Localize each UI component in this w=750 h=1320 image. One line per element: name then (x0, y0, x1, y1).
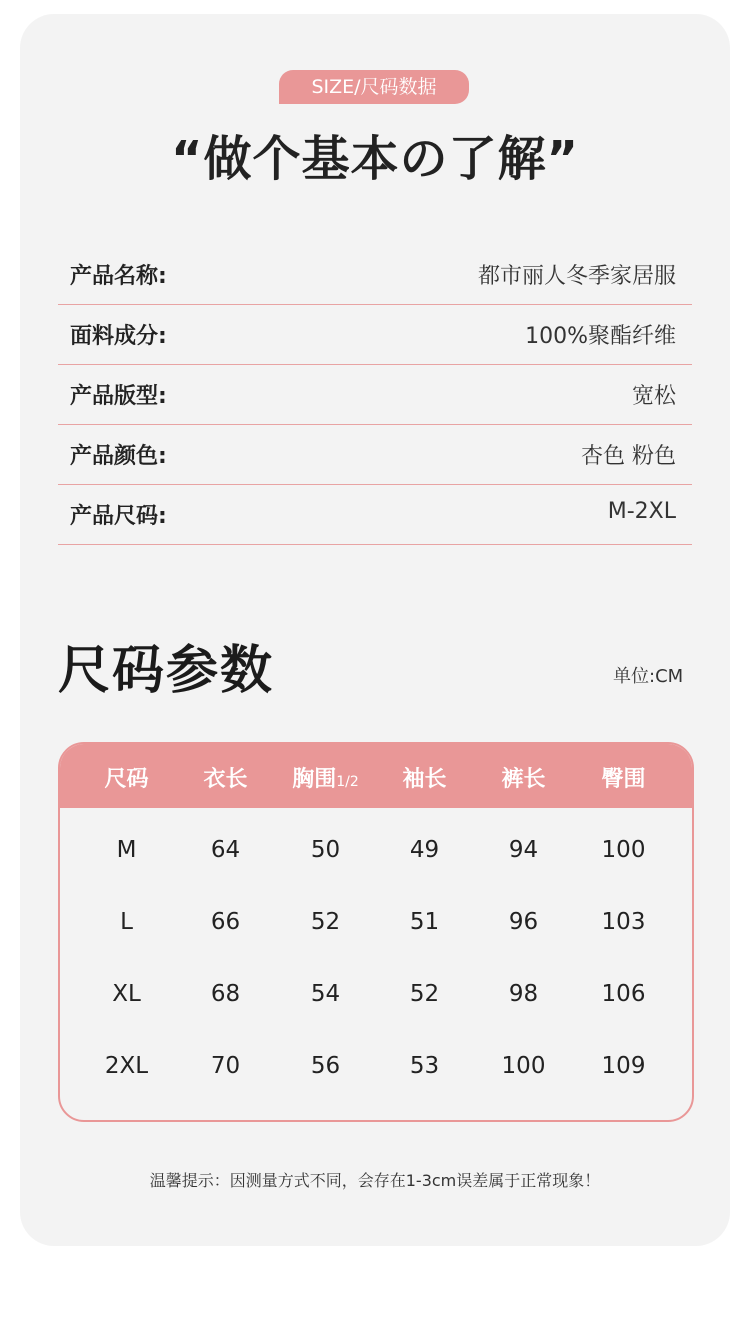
table-cell: 49 (409, 837, 440, 863)
table-cell: 56 (310, 1053, 341, 1079)
info-value: 宽松 (631, 384, 676, 409)
header-cell-length: 衣长 (203, 767, 248, 792)
table-cell: M (116, 837, 137, 863)
table-cell: 2XL (104, 1053, 149, 1079)
info-label: 产品尺码: (70, 504, 167, 529)
table-cell: 50 (310, 837, 341, 863)
table-cell: 53 (409, 1053, 440, 1079)
measurement-tip: 温馨提示：因测量方式不同，会存在1-3cm误差属于正常现象！ (149, 1171, 601, 1190)
table-cell: 100 (501, 1053, 546, 1079)
header-cell-pants: 裤长 (501, 767, 546, 792)
table-cell: 98 (508, 981, 539, 1007)
table-cell: 109 (601, 1053, 646, 1079)
header-cell-chest (276, 762, 375, 793)
size-section-title: 尺码参数 (58, 641, 275, 701)
size-table (58, 742, 694, 1122)
info-label: 产品版型: (70, 384, 167, 409)
info-row-fit (58, 365, 692, 425)
size-tag: SIZE/尺码数据 (279, 70, 469, 104)
info-value: 都市丽人冬季家居服 (477, 264, 676, 289)
table-cell: 52 (310, 909, 341, 935)
table-cell: 106 (601, 981, 646, 1007)
table-cell: 94 (508, 837, 539, 863)
table-cell: 96 (508, 909, 539, 935)
header-cell-hip: 臀围 (601, 767, 646, 792)
info-label: 产品颜色: (70, 444, 167, 469)
unit-label: 单位:CM (613, 666, 684, 687)
info-label: 面料成分: (70, 324, 167, 349)
page-headline: “做个基本の了解” (170, 131, 580, 187)
info-value: M-2XL (607, 499, 676, 524)
table-cell: 54 (310, 981, 341, 1007)
size-table-header (60, 744, 692, 808)
table-cell: XL (112, 981, 141, 1007)
info-row-color (58, 425, 692, 485)
table-cell: 68 (210, 981, 241, 1007)
header-cell-size: 尺码 (104, 767, 149, 792)
table-cell: 52 (409, 981, 440, 1007)
info-value: 杏色 粉色 (581, 444, 676, 469)
info-row-size (58, 485, 692, 545)
header-chest-sub: 1/2 (336, 774, 359, 790)
info-value: 100%聚酯纤维 (525, 324, 676, 349)
table-cell: 103 (601, 909, 646, 935)
header-chest-label: 胸围 (292, 767, 337, 792)
table-cell: 64 (210, 837, 241, 863)
table-cell: 100 (601, 837, 646, 863)
table-cell: 70 (210, 1053, 241, 1079)
info-row-fabric (58, 305, 692, 365)
product-info-list (58, 245, 692, 545)
table-cell: 66 (210, 909, 241, 935)
table-cell: L (120, 909, 133, 935)
table-cell: 51 (409, 909, 440, 935)
header-cell-sleeve: 袖长 (402, 767, 447, 792)
info-row-name (58, 245, 692, 305)
info-label: 产品名称: (70, 264, 167, 289)
